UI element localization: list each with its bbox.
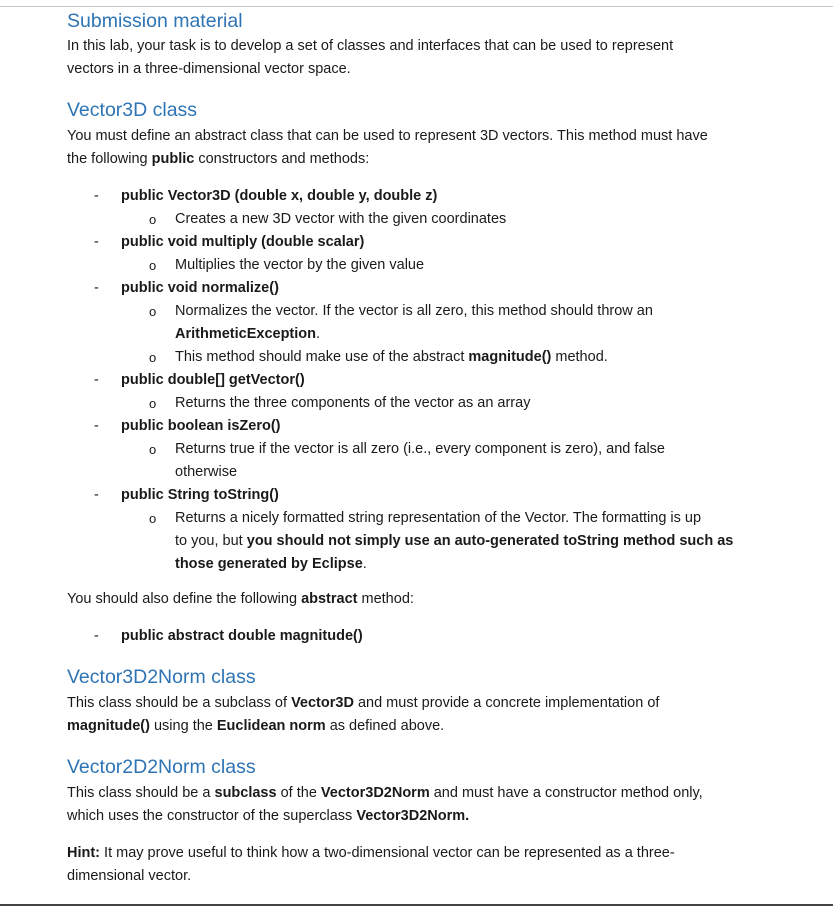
vector3d-intro-a: You must define an abstract class that can be used to represent 3D vectors. This method must have [67, 128, 708, 144]
method-desc-list [121, 254, 767, 277]
method-desc-text: . [362, 556, 367, 572]
method-desc-text: . [316, 326, 321, 342]
dash-bullet: - [94, 628, 99, 644]
v2d2n-line1-b: of the [276, 785, 321, 801]
method-item-magnitude [67, 625, 767, 648]
vector3d-intro [67, 125, 767, 171]
dash-bullet: - [94, 188, 99, 204]
v2d2n-line1-bold1: subclass [214, 785, 277, 801]
method-item-getvector [67, 369, 767, 415]
method-item-iszero [67, 415, 767, 484]
method-desc-bold: magnitude() [468, 349, 552, 365]
dash-bullet: - [94, 280, 99, 296]
vector3d-intro-c: constructors and methods: [194, 151, 370, 167]
circle-bullet: o [149, 304, 157, 319]
method-desc-list [121, 392, 767, 415]
dash-bullet: - [94, 372, 99, 388]
circle-bullet: o [149, 442, 157, 457]
abstract-intro-b: method: [357, 591, 414, 607]
method-item-constructor [67, 185, 767, 231]
vector3d-intro-b: the following [67, 151, 152, 167]
method-signature: public String toString() [121, 487, 279, 503]
method-desc-text: This method should make use of the abstract [175, 349, 469, 365]
circle-bullet: o [149, 350, 157, 365]
circle-bullet: o [149, 258, 157, 273]
v3d2n-line1-a: This class should be a subclass of [67, 695, 292, 711]
method-desc-list [121, 438, 767, 484]
method-desc [121, 346, 767, 369]
section-title-vector3d: Vector3D class [67, 99, 198, 121]
method-signature: public abstract double magnitude() [121, 628, 363, 644]
method-desc [121, 438, 767, 484]
method-desc-text: Multiplies the vector by the given value [175, 257, 425, 273]
method-desc-list [121, 300, 767, 369]
method-desc-text: Creates a new 3D vector with the given coordinates [175, 211, 507, 227]
abstract-intro [67, 588, 767, 611]
method-desc-list [121, 208, 767, 231]
method-desc-text: Returns the three components of the vector as an array [175, 395, 531, 411]
method-list [67, 185, 767, 576]
method-signature: public double[] getVector() [121, 372, 305, 388]
method-desc-bold: ArithmeticException [175, 326, 316, 342]
abstract-intro-bold: abstract [301, 591, 358, 607]
method-desc-bold: you should not simply use an auto-generated toString method such as [246, 533, 734, 549]
circle-bullet: o [149, 396, 157, 411]
method-item-multiply [67, 231, 767, 277]
method-item-normalize [67, 277, 767, 369]
method-signature: public void normalize() [121, 280, 279, 296]
v2d2n-line2-a: which uses the constructor of the superclass [67, 808, 357, 824]
v2d2n-line2-bold: Vector3D2Norm. [356, 808, 470, 824]
method-item-tostring [67, 484, 767, 576]
method-desc [121, 208, 767, 231]
method-desc-bold: those generated by Eclipse [175, 556, 363, 572]
method-signature: public boolean isZero() [121, 418, 281, 434]
method-desc-text: Returns true if the vector is all zero (i.e., every component is zero), and false [175, 441, 665, 457]
v3d2n-line1-b: and must provide a concrete implementation of [353, 695, 660, 711]
vector3d2norm-body [67, 692, 767, 738]
section-title-submission: Submission material [67, 10, 243, 32]
v3d2n-line1-bold: Vector3D [291, 695, 354, 711]
method-desc [121, 254, 767, 277]
intro-line-1: In this lab, your task is to develop a set of classes and interfaces that can be used to represent [67, 38, 674, 54]
method-signature: public Vector3D (double x, double y, double z) [121, 188, 438, 204]
vector3d-intro-bold: public [151, 151, 195, 167]
dash-bullet: - [94, 418, 99, 434]
method-desc [121, 507, 767, 576]
v3d2n-line2-a: using the [149, 718, 217, 734]
method-desc-text: otherwise [175, 464, 238, 480]
method-signature: public void multiply (double scalar) [121, 234, 365, 250]
v2d2n-line1-bold2: Vector3D2Norm [320, 785, 430, 801]
bottom-rule [0, 904, 833, 906]
abstract-method-list [67, 625, 767, 648]
method-desc-text: method. [551, 349, 608, 365]
hint-text-b: dimensional vector. [67, 868, 192, 884]
vector2d2norm-body [67, 782, 767, 828]
v2d2n-line1-c: and must have a constructor method only, [429, 785, 703, 801]
method-desc [121, 300, 767, 346]
abstract-intro-a: You should also define the following [67, 591, 302, 607]
hint-paragraph [67, 842, 767, 888]
v3d2n-line2-bold1: magnitude() [67, 718, 150, 734]
dash-bullet: - [94, 487, 99, 503]
top-rule [0, 6, 833, 7]
section-title-vector2d2norm: Vector2D2Norm class [67, 756, 256, 778]
intro-line-2: vectors in a three-dimensional vector space. [67, 61, 351, 77]
hint-text-a: It may prove useful to think how a two-dimensional vector can be represented as a three- [100, 845, 675, 861]
method-desc-list [121, 507, 767, 576]
v2d2n-line1-a: This class should be a [67, 785, 215, 801]
submission-intro [67, 35, 767, 81]
method-desc-text: Returns a nicely formatted string representation of the Vector. The formatting is up [175, 510, 702, 526]
method-desc-text: Normalizes the vector. If the vector is all zero, this method should throw an [175, 303, 653, 319]
v3d2n-line2-bold2: Euclidean norm [216, 718, 326, 734]
dash-bullet: - [94, 234, 99, 250]
method-desc [121, 392, 767, 415]
circle-bullet: o [149, 511, 157, 526]
circle-bullet: o [149, 212, 157, 227]
method-desc-text: to you, but [175, 533, 247, 549]
v3d2n-line2-b: as defined above. [325, 718, 445, 734]
section-title-vector3d2norm: Vector3D2Norm class [67, 666, 256, 688]
hint-label: Hint: [67, 845, 101, 861]
document-page [67, 8, 767, 888]
